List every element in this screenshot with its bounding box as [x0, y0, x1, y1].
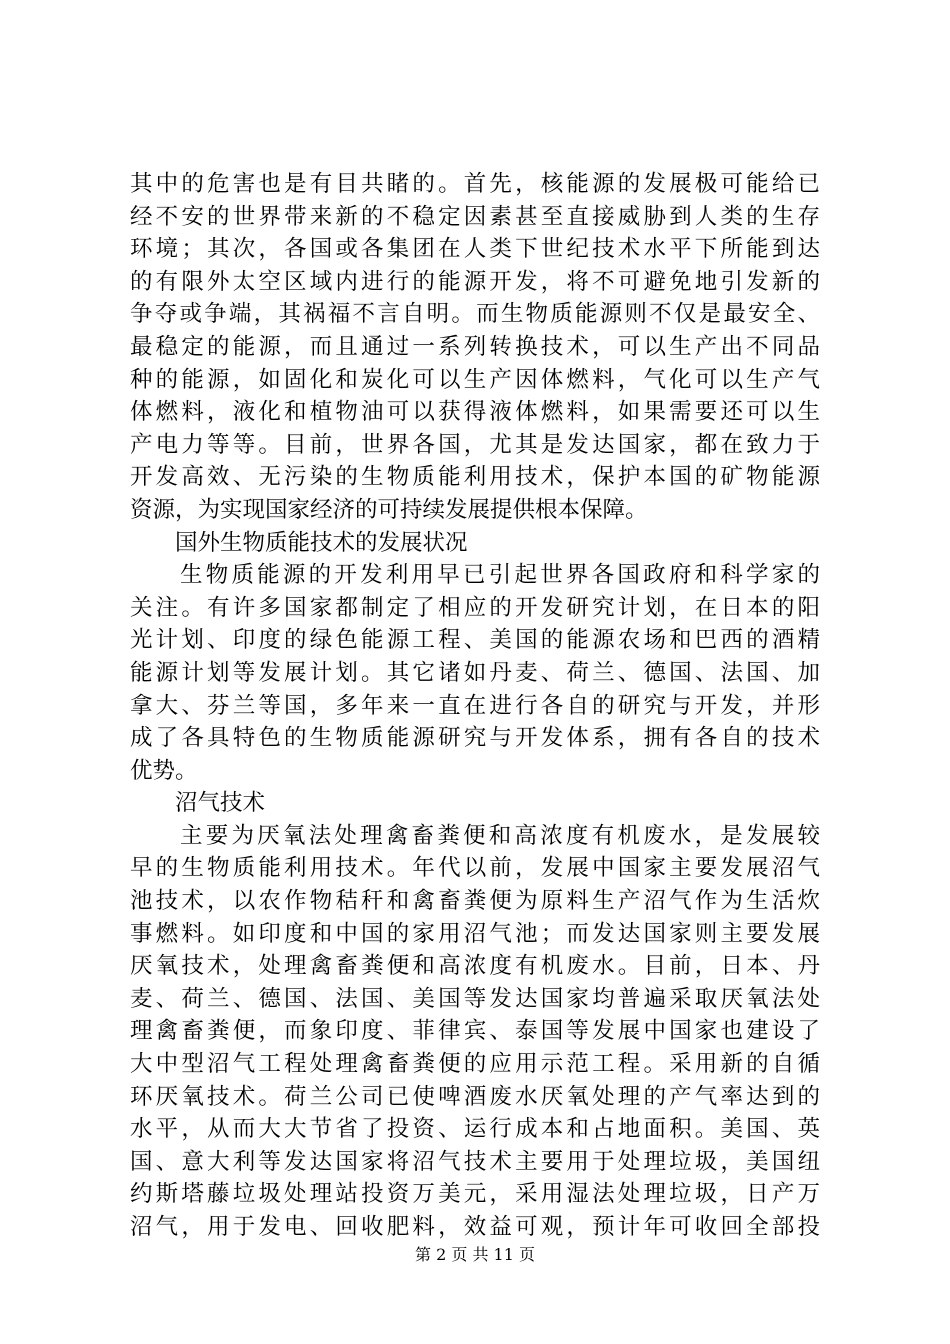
text-line: 优势。	[130, 757, 198, 784]
text-line: 池技术，以农作物秸秆和禽畜粪便为原料生产沼气作为生活炊	[130, 888, 820, 915]
text-line: 光计划、印度的绿色能源工程、美国的能源农场和巴西的酒精	[130, 627, 820, 654]
text-line: 的有限外太空区域内进行的能源开发，将不可避免地引发新的	[130, 268, 820, 295]
page-footer	[0, 1242, 950, 1265]
body-text	[130, 168, 850, 1244]
text-line: 拿大、芬兰等国，多年来一直在进行各自的研究与开发，并形	[130, 692, 820, 719]
paragraph-3	[130, 820, 850, 1244]
text-line: 其中的危害也是有目共睹的。首先，核能源的发展极可能给已	[130, 171, 820, 197]
text-line: 最稳定的能源，而且通过一系列转换技术，可以生产出不同品	[130, 333, 820, 360]
text-line: 沼气，用于发电、回收肥料，效益可观，预计年可收回全部投	[130, 1214, 820, 1240]
text-line: 国、意大利等发达国家将沼气技术主要用于处理垃圾，美国纽	[130, 1148, 820, 1175]
text-line: 环境；其次，各国或各集团在人类下世纪技术水平下所能到达	[130, 236, 820, 263]
text-line: 主要为厌氧法处理禽畜粪便和高浓度有机废水，是发展较	[180, 822, 820, 849]
text-line: 经不安的世界带来新的不稳定因素甚至直接威胁到人类的生存	[130, 203, 820, 230]
text-line: 水平，从而大大节省了投资、运行成本和占地面积。美国、英	[130, 1116, 820, 1143]
paragraph-1	[130, 168, 850, 527]
text-line: 大中型沼气工程处理禽畜粪便的应用示范工程。采用新的自循	[130, 1051, 820, 1078]
text-line: 麦、荷兰、德国、法国、美国等发达国家均普遍采取厌氧法处	[130, 985, 820, 1012]
text-line: 能源计划等发展计划。其它诸如丹麦、荷兰、德国、法国、加	[130, 659, 820, 686]
text-line: 种的能源，如固化和炭化可以生产因体燃料，气化可以生产气	[130, 366, 820, 393]
text-line: 资源，为实现国家经济的可持续发展提供根本保障。	[130, 496, 648, 523]
text-line: 体燃料，液化和植物油可以获得液体燃料，如果需要还可以生	[130, 399, 820, 426]
text-line: 环厌氧技术。荷兰公司已使啤酒废水厌氧处理的产气率达到的	[130, 1083, 820, 1110]
text-line: 约斯塔藤垃圾处理站投资万美元，采用湿法处理垃圾，日产万	[130, 1181, 820, 1208]
text-line: 产电力等等。目前，世界各国，尤其是发达国家，都在致力于	[130, 431, 820, 458]
paragraph-2	[130, 559, 850, 787]
text-line: 厌氧技术，处理禽畜粪便和高浓度有机废水。目前，日本、丹	[130, 953, 820, 980]
text-line: 争夺或争端，其祸福不言自明。而生物质能源则不仅是最安全、	[130, 301, 820, 328]
text-line: 早的生物质能利用技术。年代以前，发展中国家主要发展沼气	[130, 855, 820, 882]
text-line: 关注。有许多国家都制定了相应的开发研究计划，在日本的阳	[130, 594, 820, 621]
text-line: 生物质能源的开发利用早已引起世界各国政府和科学家的	[180, 562, 820, 589]
section-heading: 沼气技术	[175, 790, 266, 817]
text-line: 成了各具特色的生物质能源研究与开发体系，拥有各自的技术	[130, 725, 820, 752]
text-line: 开发高效、无污染的生物质能利用技术，保护本国的矿物能源	[130, 464, 820, 491]
section-heading: 国外生物质能技术的发展状况	[175, 529, 468, 556]
text-line: 理禽畜粪便，而象印度、菲律宾、泰国等发展中国家也建设了	[130, 1018, 820, 1045]
page-number-label: 第 2 页 共 11 页	[415, 1245, 535, 1264]
text-line: 事燃料。如印度和中国的家用沼气池；而发达国家则主要发展	[130, 920, 820, 947]
